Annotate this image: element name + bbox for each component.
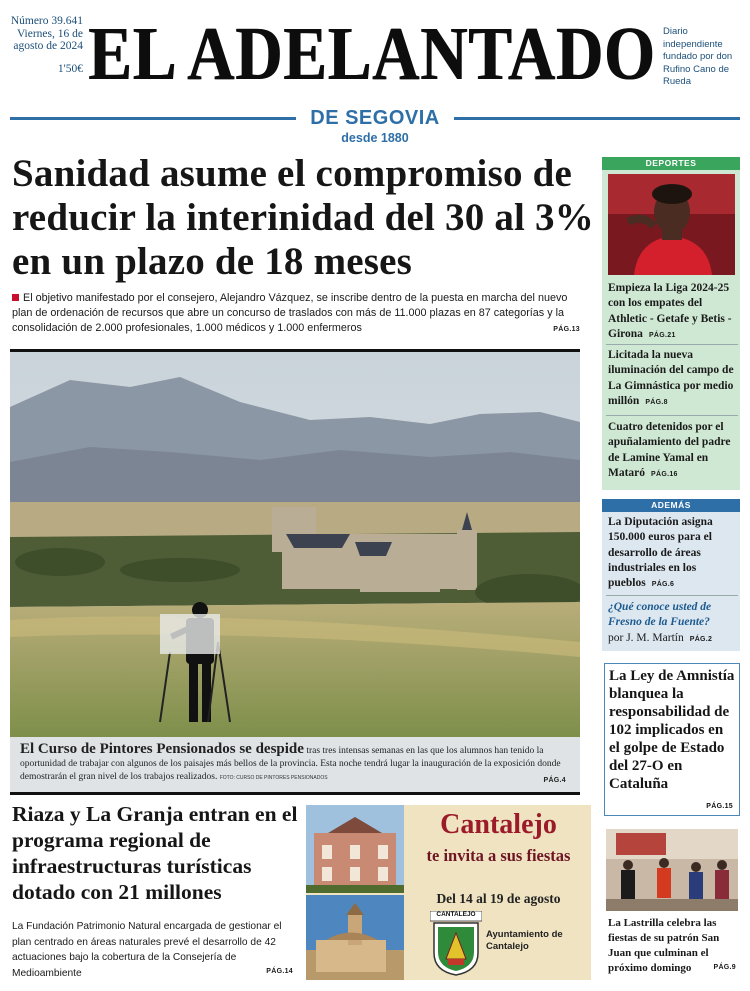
amnistia-headline: La Ley de Amnistía blanquea la responsabilidad de 102 implicados en el golpe de Estado del 27-O en Cataluña bbox=[609, 668, 735, 792]
ad-dates: Del 14 al 19 de agosto bbox=[436, 891, 561, 906]
deportes-item-3-page[interactable]: PÁG.16 bbox=[651, 470, 678, 478]
opinion-page[interactable]: PÁG.2 bbox=[689, 635, 713, 643]
deportes-item-1[interactable] bbox=[608, 281, 736, 343]
lead-lede-text: El objetivo manifestado por el consejero, Alejandro Vázquez, se inscribe dentro de la puesta en marcha del nuevo plan de ordenación de recursos que abre un concurso de traslados con más de 11.000 plazas en 87 categorías y la consolidación de 2.000 profesionales, 1.000 médicos y 1.000 enfermeros bbox=[12, 292, 568, 334]
issue-number: Número 39.641 bbox=[10, 15, 83, 27]
ademas-item-1-page[interactable]: PÁG.6 bbox=[651, 581, 675, 589]
photo-credit: FOTO: CURSO DE PINTORES PENSIONADOS bbox=[219, 775, 328, 781]
issue-date: Viernes, 16 de agosto de 2024 bbox=[13, 27, 83, 52]
deportes-item-3-text: Cuatro detenidos por el apuñalamiento del padre de Lamine Yamal en Mataró bbox=[608, 421, 731, 479]
photo-caption-title[interactable]: El Curso de Pintores Pensionados se despide bbox=[20, 741, 304, 757]
newspaper-title: EL ADELANTADO bbox=[88, 12, 656, 96]
cantalejo-coat-of-arms-icon bbox=[430, 911, 482, 977]
ademas-label: ADEMÁS bbox=[602, 499, 740, 512]
photo-caption bbox=[10, 737, 580, 792]
issue-price: 1'50€ bbox=[57, 62, 83, 75]
opinion-item[interactable] bbox=[608, 600, 736, 647]
bottom-story-body-text: La Fundación Patrimonio Natural encargada de gestionar el plan centrado en áreas naturales prevé el desarrollo de 42 actuaciones bajo la cobertura de la Consejería de Medioambiente bbox=[12, 921, 282, 979]
lastrilla-page[interactable]: PÁG.9 bbox=[713, 964, 736, 971]
lastrilla-headline: La Lastrilla celebra las fiestas de su patrón San Juan que culminan el próximo domingo bbox=[608, 917, 720, 974]
divider bbox=[606, 595, 738, 596]
main-photo[interactable] bbox=[10, 352, 580, 737]
divider bbox=[606, 415, 738, 416]
deportes-item-3[interactable] bbox=[608, 420, 736, 482]
cantalejo-festival-ad[interactable] bbox=[306, 805, 591, 980]
red-bullet-icon bbox=[12, 294, 19, 301]
ad-seal-name: CANTALEJO bbox=[436, 911, 476, 918]
lead-lede bbox=[12, 291, 582, 336]
opinion-author: por J. M. Martín bbox=[608, 631, 684, 644]
amnistia-page[interactable]: PÁG.15 bbox=[706, 803, 733, 810]
church-image bbox=[306, 895, 404, 980]
festival-dancers-image bbox=[606, 829, 738, 911]
deportes-item-1-page[interactable]: PÁG.21 bbox=[648, 331, 676, 339]
deportes-item-2[interactable] bbox=[608, 348, 736, 410]
ad-subtitle: te invita a sus fiestas bbox=[426, 846, 571, 865]
newspaper-tagline: Diario independiente fundado por don Rufino Cano de Rueda bbox=[663, 26, 733, 87]
ad-title: Cantalejo bbox=[440, 809, 557, 840]
deportes-item-2-text: Licitada la nueva iluminación del campo de La Gimnástica por medio millón bbox=[608, 349, 734, 407]
lead-page-ref[interactable]: PÁG.13 bbox=[553, 326, 580, 333]
bottom-story-body bbox=[12, 919, 297, 981]
football-player-image[interactable] bbox=[608, 174, 735, 275]
newspaper-since: desde 1880 bbox=[341, 131, 409, 145]
divider bbox=[10, 792, 580, 795]
divider bbox=[606, 344, 738, 345]
ad-council: Ayuntamiento de Cantalejo bbox=[486, 929, 563, 952]
town-hall-image bbox=[306, 805, 404, 893]
issue-info bbox=[10, 15, 83, 75]
lastrilla-story[interactable] bbox=[608, 916, 738, 976]
deportes-item-2-page[interactable]: PÁG.8 bbox=[645, 398, 668, 406]
photo-page-ref[interactable]: PÁG.4 bbox=[543, 777, 566, 784]
lead-headline[interactable]: Sanidad asume el compromiso de reducir la interinidad del 30 al 3% en un plazo de 18 meses bbox=[12, 152, 594, 283]
bottom-story-headline[interactable]: Riaza y La Granja entran en el programa regional de infraestructuras turísticas dotado con 21 millones bbox=[12, 802, 298, 904]
masthead-rule-right bbox=[454, 117, 740, 120]
lastrilla-festival-image[interactable] bbox=[606, 829, 738, 911]
segovia-alcazar-landscape-image bbox=[10, 352, 580, 737]
newspaper-subtitle: DE SEGOVIA bbox=[310, 107, 440, 129]
bottom-story-page-ref[interactable]: PÁG.14 bbox=[266, 967, 293, 975]
ademas-item-1-text: La Diputación asigna 150.000 euros para el desarrollo de áreas industriales en los pueblos bbox=[608, 516, 713, 590]
masthead-rule-left bbox=[10, 117, 296, 120]
deportes-item-1-text: Empieza la Liga 2024-25 con los empates del Athletic - Getafe y Betis - Girona bbox=[608, 282, 732, 340]
photo-caption-text: tras tres intensas semanas en las que los alumnos han tenido la oportunidad de trabajar con algunos de los paisajes más bellos de la provincia. Esta noche tendrá lugar la inauguración de la exposición donde demostrarán el gran nivel de los trabajos realizados. bbox=[20, 746, 561, 782]
opinion-question: ¿Qué conoce usted de Fresno de la Fuente? bbox=[608, 601, 712, 629]
deportes-label: DEPORTES bbox=[602, 157, 740, 170]
ademas-item-1[interactable] bbox=[608, 515, 736, 592]
amnistia-story[interactable] bbox=[604, 663, 740, 816]
